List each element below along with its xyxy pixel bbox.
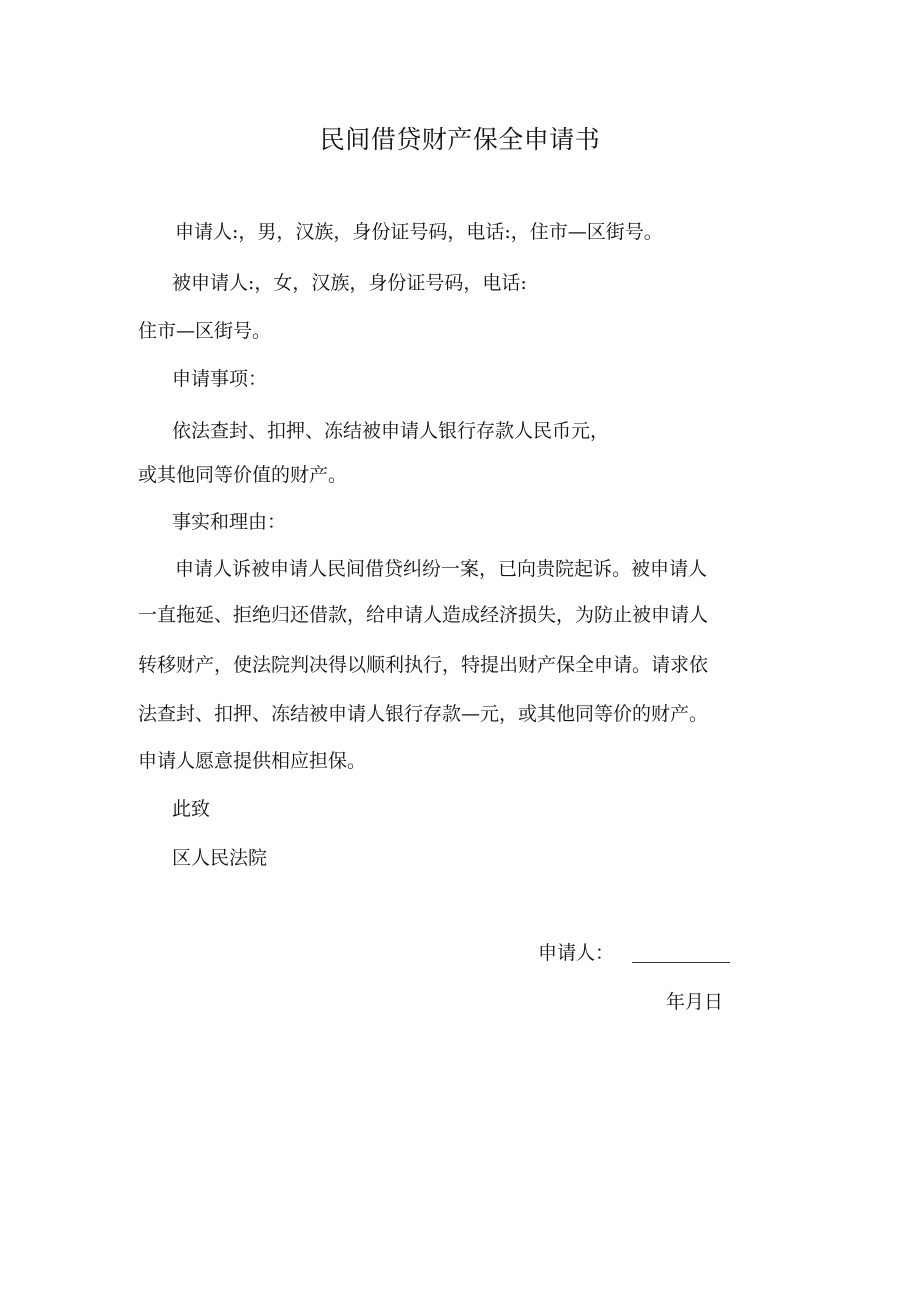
matters-heading: 申请事项： <box>172 368 268 390</box>
document-title: 民间借贷财产保全申请书 <box>319 125 601 154</box>
signature-label: 申请人： <box>538 942 615 964</box>
matters-line: 依法查封、扣押、冻结被申请人银行存款人民币元， <box>172 420 610 442</box>
respondent-address-line: 住市—区街号。 <box>138 320 272 342</box>
matters-line: 或其他同等价值的财产。 <box>138 464 348 486</box>
reasons-heading: 事实和理由： <box>172 511 287 533</box>
applicant-line: 申请人:，男，汉族，身份证号码，电话:，住市—区街号。 <box>175 221 663 243</box>
reasons-line: 申请人诉被申请人民间借贷纠纷一案，已向贵院起诉。被申请人 <box>175 558 708 580</box>
date-label: 年月日 <box>666 991 724 1013</box>
signature-blank-line <box>632 962 730 963</box>
reasons-line: 转移财产，使法院判决得以顺利执行，特提出财产保全申请。请求依 <box>138 654 709 676</box>
reasons-line: 法查封、扣押、冻结被申请人银行存款—元，或其他同等价的财产。 <box>138 703 709 725</box>
respondent-line: 被申请人:，女，汉族，身份证号码，电话: <box>172 272 527 294</box>
closing-text: 此致 <box>172 798 211 820</box>
reasons-line: 申请人愿意提供相应担保。 <box>138 750 367 772</box>
court-name: 区人民法院 <box>172 847 268 869</box>
reasons-line: 一直拖延、拒绝归还借款，给申请人造成经济损失，为防止被申请人 <box>138 604 709 626</box>
